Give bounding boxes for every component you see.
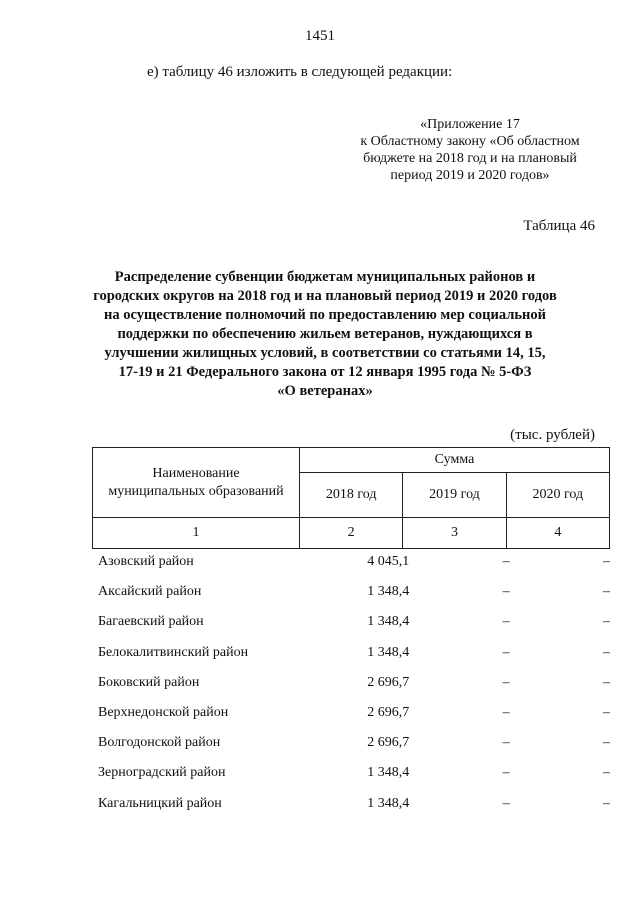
table-row	[92, 698, 610, 728]
header-col-number: 1	[93, 518, 300, 549]
row-2018: 1 348,4	[367, 795, 410, 811]
row-2018: 1 348,4	[367, 614, 410, 630]
table-number: Таблица 46	[523, 218, 595, 234]
row-2020: –	[603, 735, 610, 751]
row-2020: –	[603, 584, 610, 600]
table-row	[92, 638, 610, 668]
heading-line: поддержки по обеспечению жильем ветеранов, нуждающихся в	[117, 326, 533, 342]
annex-line: «Приложение 17	[420, 117, 520, 132]
annex-line: к Областному закону «Об областном	[360, 134, 580, 149]
header-name-line2: муниципальных образований	[108, 483, 284, 499]
header-name-cell	[93, 448, 300, 518]
table-row	[92, 607, 610, 637]
table-row	[92, 728, 610, 758]
row-2020: –	[603, 765, 610, 781]
header-col-number: 2	[300, 518, 403, 549]
table-row	[92, 577, 610, 607]
header-year-2018: 2018 год	[300, 473, 403, 518]
table-row	[92, 758, 610, 788]
table-row	[92, 789, 610, 819]
table-heading	[70, 268, 580, 401]
row-name: Багаевский район	[98, 614, 204, 630]
annex-line: период 2019 и 2020 годов»	[390, 168, 550, 183]
row-2020: –	[603, 674, 610, 690]
intro-text: е) таблицу 46 изложить в следующей редакции:	[147, 64, 453, 80]
page-number: 1451	[305, 28, 335, 44]
row-name: Верхнедонской район	[98, 705, 229, 721]
row-name: Кагальницкий район	[98, 795, 222, 811]
header-col-number: 4	[506, 518, 609, 549]
row-name: Азовский район	[98, 554, 194, 570]
header-year-2019: 2019 год	[403, 473, 506, 518]
heading-line: на осуществление полномочий по предоставлению мер социальной	[104, 307, 546, 323]
row-2018: 1 348,4	[367, 644, 410, 660]
annex-line: бюджете на 2018 год и на плановый	[363, 151, 577, 166]
row-name: Белокалитвинский район	[98, 644, 249, 660]
row-2019: –	[502, 735, 510, 751]
row-2018: 1 348,4	[367, 765, 410, 781]
row-name: Боковский район	[98, 674, 200, 690]
row-name: Волгодонской район	[98, 735, 221, 751]
units-label: (тыс. рублей)	[510, 427, 595, 443]
annex-reference	[330, 116, 610, 184]
row-2018: 2 696,7	[367, 705, 410, 721]
row-2019: –	[502, 674, 510, 690]
row-2018: 1 348,4	[367, 584, 410, 600]
row-2019: –	[502, 584, 510, 600]
heading-line: городских округов на 2018 год и на плановый период 2019 и 2020 годов	[93, 288, 557, 304]
row-2019: –	[502, 554, 510, 570]
row-2019: –	[502, 644, 510, 660]
table-row	[92, 547, 610, 577]
row-2018: 2 696,7	[367, 735, 410, 751]
table-row	[92, 668, 610, 698]
row-2019: –	[502, 795, 510, 811]
row-2019: –	[502, 705, 510, 721]
row-2020: –	[603, 644, 610, 660]
row-name: Аксайский район	[98, 584, 202, 600]
row-2020: –	[603, 705, 610, 721]
table-header	[92, 447, 610, 549]
heading-line: улучшении жилищных условий, в соответствии со статьями 14, 15,	[104, 345, 546, 361]
header-year-2020: 2020 год	[506, 473, 609, 518]
heading-line: «О ветеранах»	[277, 383, 373, 399]
row-2020: –	[603, 795, 610, 811]
header-sum: Сумма	[300, 448, 610, 473]
row-2019: –	[502, 614, 510, 630]
header-name-line1: Наименование	[152, 465, 240, 481]
row-2020: –	[603, 614, 610, 630]
heading-line: 17-19 и 21 Федерального закона от 12 января 1995 года № 5-ФЗ	[118, 364, 532, 380]
row-2018: 4 045,1	[367, 554, 410, 570]
row-name: Зерноградский район	[98, 765, 226, 781]
heading-line: Распределение субвенции бюджетам муниципальных районов и	[114, 269, 536, 285]
row-2020: –	[603, 554, 610, 570]
row-2019: –	[502, 765, 510, 781]
table-body	[92, 547, 610, 819]
row-2018: 2 696,7	[367, 674, 410, 690]
header-col-number: 3	[403, 518, 506, 549]
